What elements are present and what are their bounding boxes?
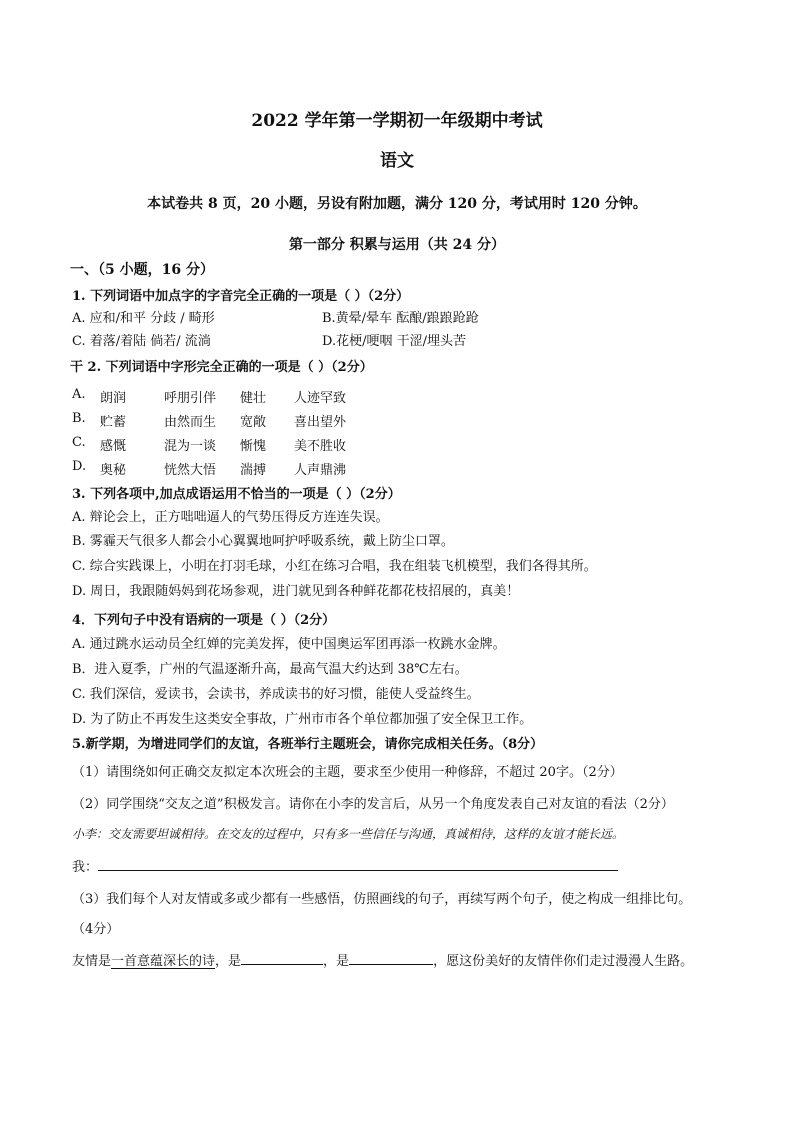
q4-option-d: D. 为了防止不再发生这类安全事故，广州市市各个单位都加强了安全保卫工作。 [72,712,533,727]
fill-suffix: ，愿这份美好的友情伴你们走过漫漫人生路。 [433,954,694,969]
word: 人声鼎沸 [294,463,347,478]
option-label: C. [72,435,86,450]
blank-1[interactable] [241,952,323,965]
q3-option-c: C. 综合实践课上，小明在打羽毛球，小红在练习合唱，我在组装飞机模型，我们各得其所。 [72,559,597,574]
q1-option-c: C. 着落/着陆 倘若/ 流淌 [72,334,211,349]
q4-option-c: C. 我们深信，爱读书，会读书，养成读书的好习惯，能使人受益终生。 [72,687,480,702]
q2-option-d [72,459,347,478]
q2-option-a [72,387,347,406]
subject-title: 语文 [380,151,414,171]
part-title: 第一部分 积累与运用（共 24 分） [288,237,506,253]
exam-title: 2022 学年第一学期初一年级期中考试 [251,111,543,131]
fill-sep: ，是 [215,954,242,969]
option-label: D. [72,459,87,474]
q5-part3-score: （4分） [72,922,120,937]
me-label: 我： [72,860,99,875]
xiaoli-speech: 小李：交友需要坦诚相待。在交友的过程中，只有多一些信任与沟通，真诚相待，这样的友谊才能长远。 [72,827,625,841]
word: 健壮 [240,391,267,406]
word: 恍然大悟 [164,463,217,478]
word: 感慨 [100,439,127,454]
q5-part1: （1）请围绕如何正确交友拟定本次班会的主题，要求至少使用一种修辞，不超过 20字。（2分） [72,765,623,780]
q1-option-d: D.花梗/哽咽 干涩/埋头苦 [322,334,466,349]
q5-part3: （3）我们每个人对友情或多或少都有一些感悟，仿照画线的句子，再续写两个句子，使之构成一组排比句。 [72,892,692,907]
q1-option-b: B.黄晕/晕车 酝酿/踉踉跄跄 [322,311,479,326]
q3-option-d: D. 周日，我跟随妈妈到花场参观，进门就见到各种鲜花都花枝招展的，真美！ [72,584,520,599]
exam-intro: 本试卷共 8 页，20 小题，另设有附加题，满分 120 分，考试用时 120 分钟。 [147,196,647,212]
option-label: A. [72,387,86,402]
q4-option-a: A. 通过跳水运动员全红婵的完美发挥，使中国奥运军团再添一枚跳水金牌。 [72,637,506,652]
q5-part2: （2）同学围绕“交友之道”积极发言。请你在小李的发言后，从另一个角度发表自己对友谊的看法（2分） [72,797,674,812]
q5-stem: 5.新学期，为增进同学们的友谊，各班举行主题班会，请你完成相关任务。（8分） [72,737,544,752]
word: 美不胜收 [294,439,347,454]
blank-2[interactable] [349,952,433,965]
word: 湍搏 [240,463,267,478]
q2-option-c [72,435,347,454]
word: 由然而生 [164,415,217,430]
q1-stem: 1. 下列词语中加点字的字音完全正确的一项是（ ）（2分） [72,289,410,304]
word: 混为一谈 [164,439,217,454]
q3-stem: 3. 下列各项中,加点成语运用不恰当的一项是（ ）（2分） [72,487,401,502]
underlined-phrase: 一首意蕴深长的诗 [111,954,216,969]
option-label: B. [72,411,86,426]
q4-option-b: B．进入夏季，广州的气温逐渐升高，最高气温大约达到 38℃左右。 [72,662,468,677]
section-label: 一、（5 小题，16 分） [70,262,214,278]
q1-option-a: A. 应和/和平 分歧 / 畸形 [72,311,215,326]
word: 朗润 [100,391,127,406]
word: 惭愧 [240,439,267,454]
word: 宽敞 [240,415,267,430]
fill-prefix: 友情是 [72,954,112,969]
me-answer-row [72,856,618,875]
answer-line[interactable] [98,856,618,871]
q3-option-b: B. 雾霾天气很多人都会小心翼翼地呵护呼吸系统，戴上防尘口罩。 [72,534,454,549]
word: 呼朋引伴 [164,391,217,406]
word: 人迹罕致 [294,391,347,406]
fill-sentence [72,950,693,969]
word: 贮蓄 [100,415,127,430]
q2-option-b [72,411,347,430]
fill-sep: ，是 [323,954,350,969]
q4-stem: 4．下列句子中没有语病的一项是（ ）（2分） [72,613,336,628]
word: 奥秘 [100,463,127,478]
q3-option-a: A. 辩论会上，正方咄咄逼人的气势压得反方连连失误。 [72,510,389,525]
word: 喜出望外 [294,415,347,430]
q2-stem: 干 2. 下列词语中字形完全正确的一项是（ ）（2分） [70,360,373,375]
